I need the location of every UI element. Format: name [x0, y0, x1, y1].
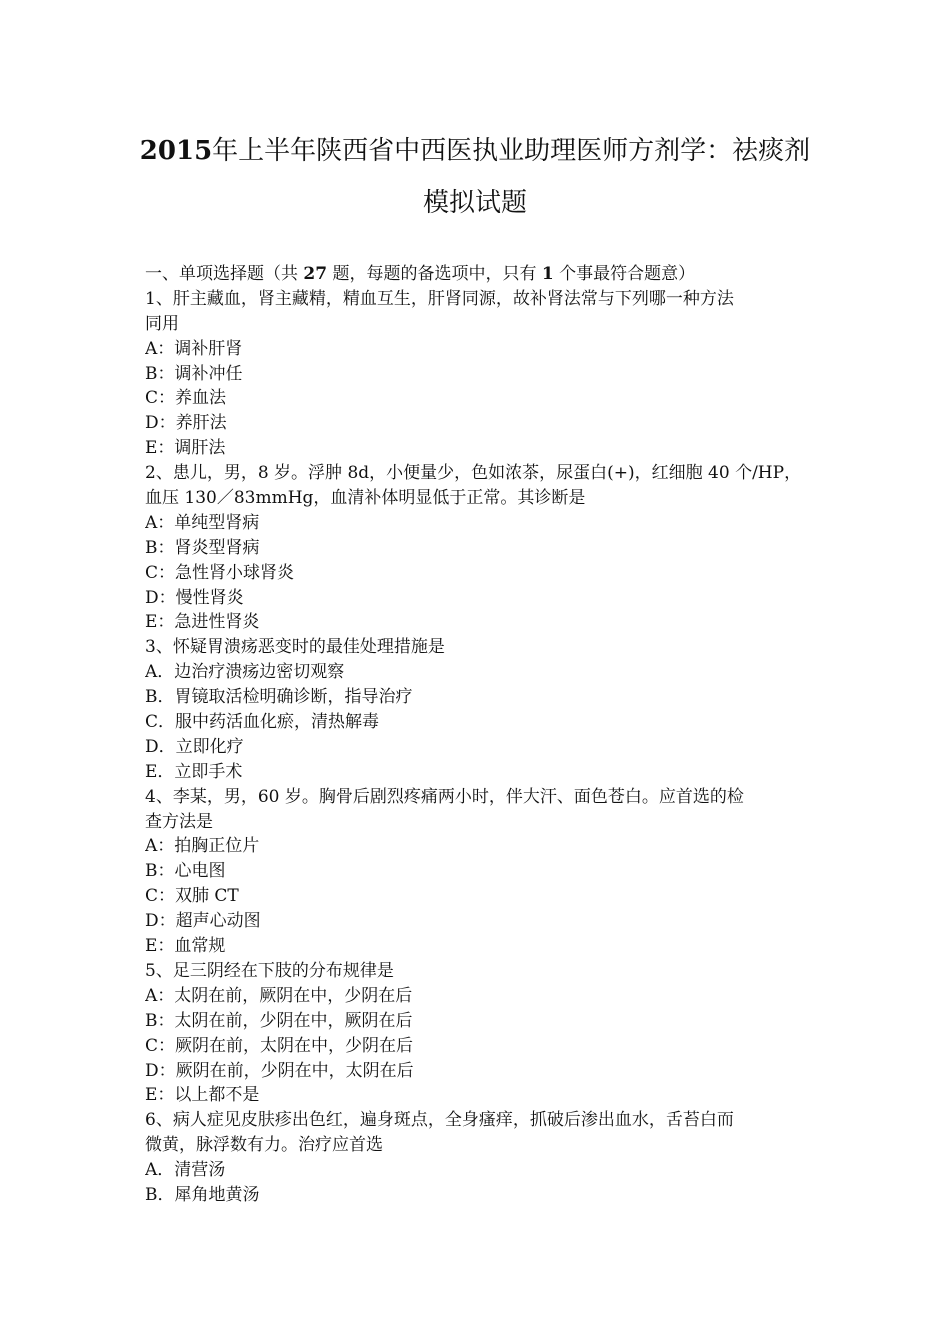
text-line: E：血常规 [145, 936, 226, 957]
text-line: 微黄，脉浮数有力。治疗应首选 [145, 1135, 383, 1156]
section-heading: 一、单项选择题（共 27 题，每题的备选项中，只有 1 个事最符合题意） [145, 264, 696, 284]
question-count: 27 [303, 264, 328, 284]
text-line: D：超声心动图 [145, 911, 261, 932]
text-line: C：双肺 CT [145, 886, 239, 907]
text-line: 4、李某，男，60 岁。胸骨后剧烈疼痛两小时，伴大汗、面色苍白。应首选的检 [145, 786, 744, 807]
text-line: B．胃镜取活检明确诊断，指导治疗 [145, 687, 413, 708]
document-title-line-1 [0, 135, 950, 167]
text-line: C：厥阴在前，太阴在中，少阴在后 [145, 1035, 414, 1056]
text-line: C．服中药活血化瘀，清热解毒 [145, 712, 380, 733]
text-line: 查方法是 [145, 811, 213, 832]
text-line: B：太阴在前，少阴在中，厥阴在后 [145, 1010, 413, 1031]
text-line: 2、患儿，男，8 岁。浮肿 8d，小便量少，色如浓茶，尿蛋白(+)，红细胞 40 个/HP， [145, 463, 802, 484]
text-line: A：拍胸正位片 [145, 836, 260, 857]
text-line: E：急进性肾炎 [145, 612, 260, 633]
text-line: 5、足三阴经在下肢的分布规律是 [145, 960, 394, 981]
text-line: D：慢性肾炎 [145, 587, 244, 608]
text-line: A：调补肝肾 [145, 338, 243, 359]
text-line: B：调补冲任 [145, 363, 243, 384]
text-line: D．立即化疗 [145, 736, 244, 757]
text-line: B：心电图 [145, 861, 226, 882]
text-line: A：单纯型肾病 [145, 512, 260, 533]
text-line: C：养血法 [145, 388, 227, 409]
text-line: 同用 [145, 313, 179, 334]
text-line: D：厥阴在前，少阴在中，太阴在后 [145, 1060, 414, 1081]
title-text: 年上半年陕西省中西医执业助理医师方剂学：祛痰剂 [212, 136, 811, 166]
title-year: 2015 [139, 136, 213, 166]
text-line: B．犀角地黄汤 [145, 1184, 260, 1205]
text-line: A．边治疗溃疡边密切观察 [145, 662, 345, 683]
document-title-line-2: 模拟试题 [422, 188, 527, 218]
text-line: E：调肝法 [145, 438, 226, 459]
question-content [145, 262, 815, 1208]
text-line: C：急性肾小球肾炎 [145, 562, 295, 583]
text-line: A：太阴在前，厥阴在中，少阴在后 [145, 985, 413, 1006]
answer-count: 1 [541, 264, 554, 284]
text-line: 3、怀疑胃溃疡恶变时的最佳处理措施是 [145, 637, 445, 658]
text-line: B：肾炎型肾病 [145, 537, 260, 558]
text-line: 1、肝主藏血，肾主藏精，精血互生，肝肾同源，故补肾法常与下列哪一种方法 [145, 288, 734, 309]
text-line: A．清营汤 [145, 1160, 226, 1181]
text-line: E：以上都不是 [145, 1085, 260, 1106]
text-line: E．立即手术 [145, 761, 243, 782]
question-lines [145, 287, 815, 1208]
text-line: 6、病人症见皮肤疹出色红，遍身斑点，全身瘙痒，抓破后渗出血水，舌苔白而 [145, 1110, 734, 1131]
text-line: D：养肝法 [145, 413, 227, 434]
text-line: 血压 130／83mmHg，血清补体明显低于正常。其诊断是 [145, 488, 586, 509]
